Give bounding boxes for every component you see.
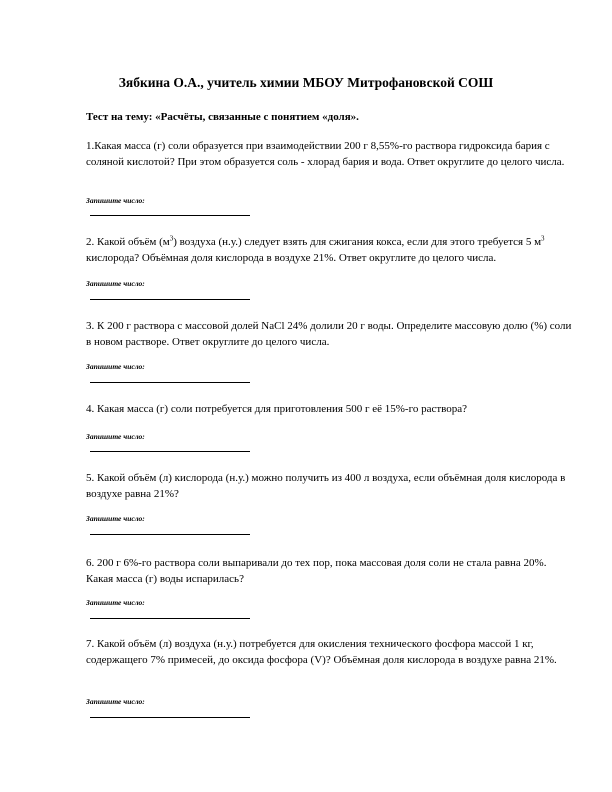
- test-subtitle: Тест на тему: «Расчёты, связанные с понятием «доля».: [86, 111, 359, 123]
- answer-line-1[interactable]: [90, 215, 250, 216]
- question-2-superscript-2: 3: [541, 234, 545, 243]
- answer-hint: Запишите число:: [86, 514, 145, 523]
- answer-line-7[interactable]: [90, 717, 250, 718]
- question-3: 3. К 200 г раствора с массовой долей NaCl 24% долили 20 г воды. Определите массовую долю (%) соли в новом растворе. Ответ округлите до целого числа.: [86, 320, 572, 348]
- question-2-part-2: ) воздуха (н.у.) следует взять для сжигания кокса, если для этого требуется 5 м: [173, 236, 542, 248]
- answer-line-2[interactable]: [90, 299, 250, 300]
- question-2-superscript-1: 3: [169, 234, 174, 243]
- answer-hint: Запишите число:: [86, 279, 145, 288]
- question-7: 7. Какой объём (л) воздуха (н.у.) потребуется для окисления технического фосфора массой 1 кг, содержащего 7% примесей, до оксида фосфора (V)? Объёмная доля кислорода в воздухе равна 21%.: [86, 638, 557, 666]
- question-2: [86, 234, 572, 266]
- answer-hint: Запишите число:: [86, 432, 145, 441]
- answer-hint: Запишите число:: [86, 598, 145, 607]
- author-title: Зябкина О.А., учитель химии МБОУ Митрофановской СОШ: [118, 75, 494, 90]
- question-6: 6. 200 г 6%-го раствора соли выпаривали до тех пор, пока массовая доля соли не стала равна 20%. Какая масса (г) воды испарилась?: [86, 557, 547, 585]
- question-4: 4. Какая масса (г) соли потребуется для приготовления 500 г её 15%-го раствора?: [86, 403, 468, 415]
- answer-line-6[interactable]: [90, 618, 250, 619]
- answer-line-3[interactable]: [90, 382, 250, 383]
- question-1: 1.Какая масса (г) соли образуется при взаимодействии 200 г 8,55%-го раствора гидроксида бария с соляной кислотой? При этом образуется соль - хлорад бария и вода. Ответ округлите до целого числа.: [86, 140, 565, 168]
- answer-line-5[interactable]: [90, 534, 250, 535]
- answer-line-4[interactable]: [90, 451, 250, 452]
- question-2-part-3: кислорода? Объёмная доля кислорода в воздухе 21%. Ответ округлите до целого числа.: [86, 252, 497, 264]
- answer-hint: Запишите число:: [86, 196, 145, 205]
- answer-hint: Запишите число:: [86, 697, 145, 706]
- answer-hint: Запишите число:: [86, 362, 145, 371]
- question-2-part-1: 2. Какой объём (м: [86, 236, 170, 248]
- question-5: 5. Какой объём (л) кислорода (н.у.) можно получить из 400 л воздуха, если объёмная доля кислорода в воздухе равна 21%?: [86, 472, 566, 500]
